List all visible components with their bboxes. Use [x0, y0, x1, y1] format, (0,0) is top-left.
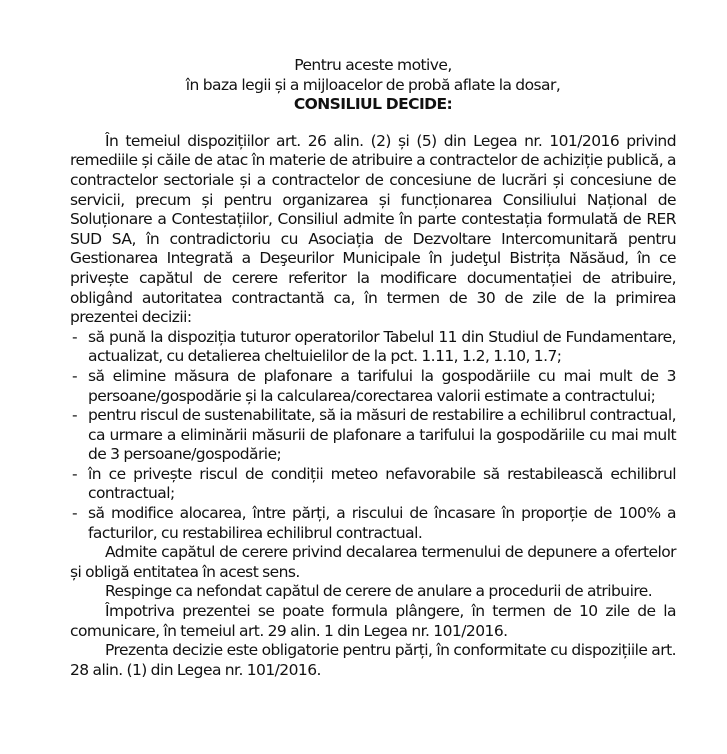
header-line-legal-basis: în baza legii și a mijloacelor de probă aflate la dosar,	[185, 75, 561, 94]
document-header	[70, 56, 676, 115]
spacer	[70, 115, 676, 132]
admit-paragraph: Admite capătul de cerere privind decalarea termenului de depunere a ofertelor și obligă entitatea în acest sens.	[70, 543, 676, 581]
list-item-text: în ce privește riscul de condiții meteo nefavorabile să restabilească echilibrul contractual;	[88, 464, 676, 503]
list-item	[70, 504, 676, 543]
list-item	[70, 328, 676, 367]
list-item-text: să modifice alocarea, între părți, a riscului de încasare în proporție de 100% a facturilor, cu restabilirea echilibrul contractual.	[88, 504, 676, 542]
decision-document	[70, 56, 676, 680]
decision-title: CONSILIUL DECIDE:	[293, 95, 453, 114]
dash-bullet: -	[72, 504, 78, 523]
obligations-list	[70, 328, 676, 544]
list-item	[70, 406, 676, 465]
intro-paragraph: În temeiul dispozițiilor art. 26 alin. (2) și (5) din Legea nr. 101/2016 privind remediile și căile de atac în materie de atribuire a contractelor de achiziție publică, a contractelor sectoriale și a contractelor de concesiune de lucrări și concesiune de servicii, precum și pentru organizarea și funcționarea Consiliului Național de Soluționare a Contestațiilor, Consiliul admite în parte contestația formulată de RER SUD SA, în contradictoriu cu Asociația de Dezvoltare Intercomunitară pentru Gestionarea Integrată a Deşeurilor Municipale în judeţul Bistrița Năsăud, în ce privește capătul de cerere referitor la modificare documentației de atribuire, obligând autoritatea contractantă ca, în termen de 30 de zile de la primirea prezentei decizii:	[70, 131, 676, 327]
list-item-text: să elimine măsura de plafonare a tarifului la gospodăriile cu mai mult de 3 persoane/gospodărie și la calcularea/corectarea valorii estimate a contractului;	[88, 366, 676, 405]
list-item	[70, 465, 676, 504]
header-line-motives: Pentru aceste motive,	[294, 56, 452, 74]
list-item	[70, 367, 676, 406]
dash-bullet: -	[72, 406, 78, 425]
binding-paragraph: Prezenta decizie este obligatorie pentru părți, în conformitate cu dispozițiile art. 28 alin. (1) din Legea nr. 101/2016.	[70, 641, 676, 679]
list-item-text: să pună la dispoziția tuturor operatorilor Tabelul 11 din Studiul de Fundamentare, actualizat, cu detalierea cheltuielilor de la pct. 1.11, 1.2, 1.10, 1.7;	[88, 327, 676, 366]
complaint-paragraph: Împotriva prezentei se poate formula plângere, în termen de 10 zile de la comunicare, în temeiul art. 29 alin. 1 din Legea nr. 101/2016.	[70, 602, 676, 640]
list-item-text: pentru riscul de sustenabilitate, să ia măsuri de restabilire a echilibrul contractual, ca urmare a eliminării măsurii de plafonare a tarifului la gospodăriile cu mai mult de 3 persoane/gospodărie;	[88, 406, 676, 464]
dash-bullet: -	[72, 366, 78, 385]
dash-bullet: -	[72, 464, 78, 483]
reject-paragraph: Respinge ca nefondat capătul de cerere de anulare a procedurii de atribuire.	[105, 582, 653, 601]
dash-bullet: -	[72, 327, 78, 346]
